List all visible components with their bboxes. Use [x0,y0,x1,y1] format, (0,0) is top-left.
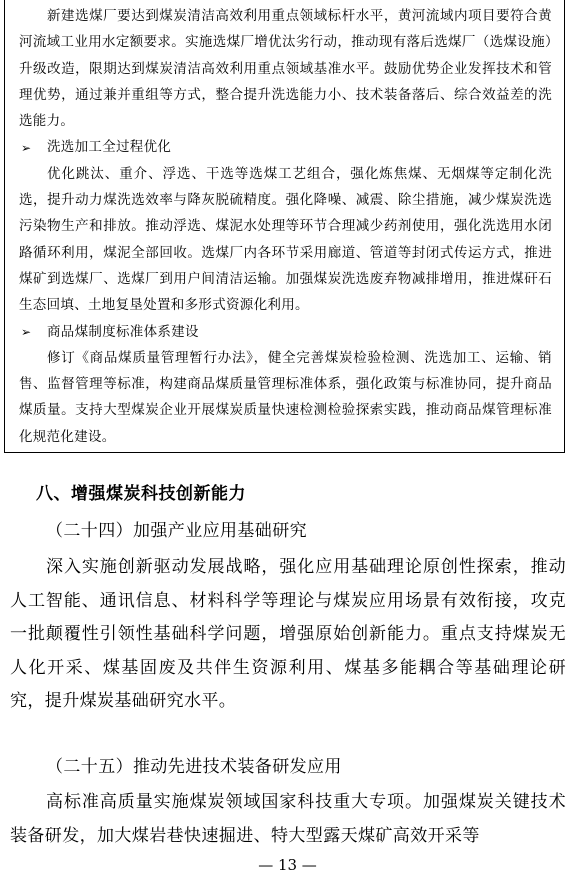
subheading-25: （二十五）推动先进技术装备研发应用 [46,757,342,777]
section-heading: 八、增强煤炭科技创新能力 [36,484,246,504]
box-paragraph-3: 修订《商品煤质量管理暂行办法》，健全完善煤炭检验检测、洗选加工、运输、销售、监督管理等标准，构建商品煤质量管理标准体系，强化政策与标准协同，提升商品煤质量。支持大型煤炭企业开展煤炭质量快速检测检验探索实践，推动商品煤管理标准化规范化建设。 [19,349,552,445]
body-paragraph-24-wrapper [10,551,566,719]
body-paragraph-25-wrapper [10,786,566,853]
box-bullet-1 [19,134,552,160]
page-number: — 13 — [258,856,317,874]
box-bullet-1-label: 洗选加工全过程优化 [47,139,172,156]
box-paragraph-2: 优化跳汰、重介、浮选、干选等选煤工艺组合，强化炼焦煤、无烟煤等定制化洗选，提升动力煤洗选效率与降灰脱硫精度。强化降噪、减震、除尘措施，减少煤炭洗选污染物生产和排放。推动浮选、煤泥水处理等环节合理减少药剂使用，强化洗选用水闭路循环利用，煤泥全部回收。选煤厂内各环节采用廊道、管道等封闭式传运方式，推进煤矿到选煤厂、选煤厂到用户间清洁运输。加强煤炭洗选废弃物减排增用，推进煤矸石生态回填、土地复垦处置和多形式资源化利用。 [19,165,552,314]
body-paragraph-25: 高标准高质量实施煤炭领域国家科技重大专项。加强煤炭关键技术装备研发，加大煤岩巷快速掘进、特大型露天煤矿高效开采等 [10,792,566,846]
body-paragraph-24: 深入实施创新驱动发展战略，强化应用基础理论原创性探索，推动人工智能、通讯信息、材料科学等理论与煤炭应用场景有效衔接，攻克一批颠覆性引领性基础科学问题，增强原始创新能力。重点支持煤炭无人化开采、煤基固废及共伴生资源利用、煤基多能耦合等基础理论研究，提升煤炭基础研究水平。 [10,557,566,712]
boxed-text-panel [4,0,565,453]
box-bullet-2 [19,319,552,345]
subheading-24: （二十四）加强产业应用基础研究 [46,521,307,541]
box-bullet-2-label: 商品煤制度标准体系建设 [47,323,199,340]
arrow-bullet-icon: ➢ [21,324,32,339]
box-paragraph-1: 新建选煤厂要达到煤炭清洁高效利用重点领域标杆水平，黄河流域内项目要符合黄河流域工业用水定额要求。实施选煤厂增优汰劣行动，推动现有落后选煤厂（选煤设施）升级改造，限期达到煤炭清洁高效利用重点领域基准水平。鼓励优势企业发挥技术和管理优势，通过兼并重组等方式，整合提升洗选能力小、技术装备落后、综合效益差的洗选能力。 [19,8,552,130]
arrow-bullet-icon: ➢ [21,140,32,155]
